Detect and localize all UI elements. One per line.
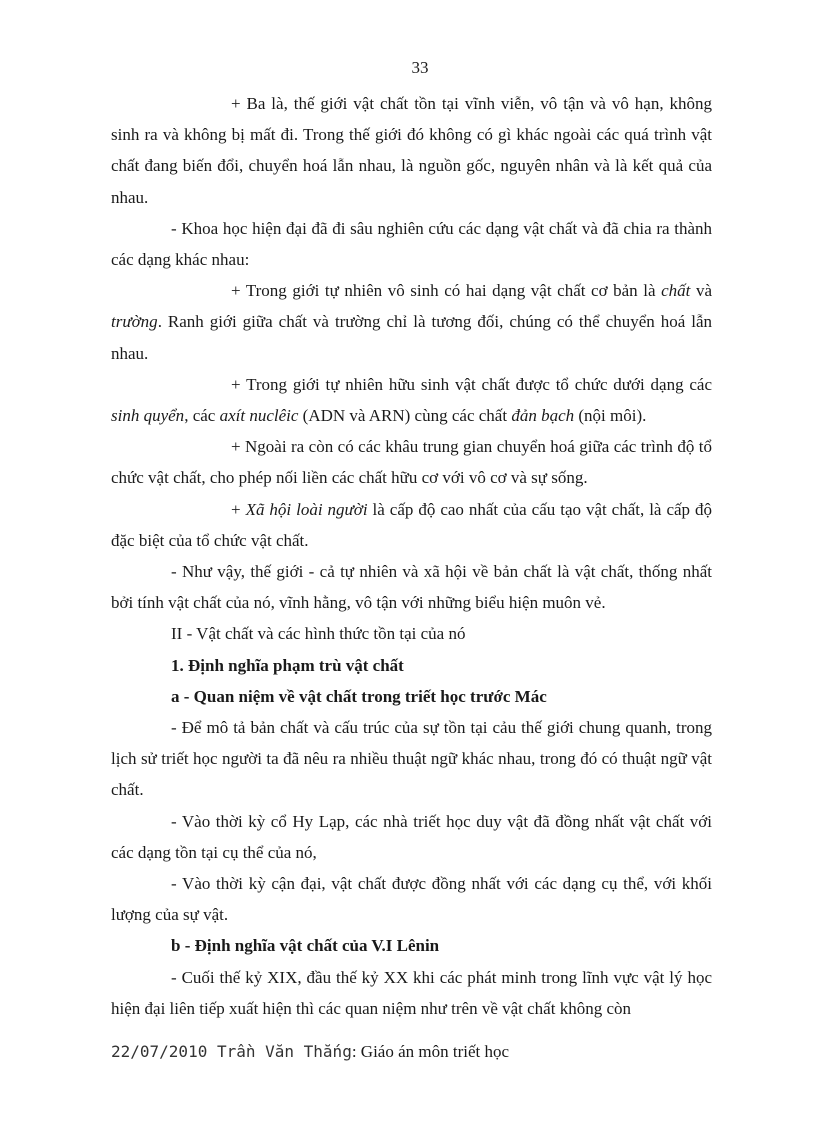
italic-term-truong: trường xyxy=(111,312,158,332)
text-run: . Ranh giới giữa chất và trường chỉ là tương đối, chúng có thể chuyển hoá lẫn nhau. xyxy=(111,312,712,363)
text-run: + Trong giới tự nhiên hữu sinh vật chất được tổ chức dưới dạng các xyxy=(231,374,712,394)
italic-term-sinh-quyen: sinh quyển xyxy=(111,406,185,426)
paragraph-11: - Vào thời kỳ cận đại, vật chất được đồng nhất với các dạng cụ thể, với khối lượng của sự vật. xyxy=(111,874,712,925)
section-heading-ii: II - Vật chất và các hình thức tồn tại của nó xyxy=(171,624,466,644)
italic-term-xa-hoi: Xã hội loài người xyxy=(245,499,368,519)
heading-definition: 1. Định nghĩa phạm trù vật chất xyxy=(171,655,404,675)
paragraph-3 xyxy=(111,275,712,369)
italic-term-dan-bach: đản bạch xyxy=(511,406,575,426)
text-run: + Trong giới tự nhiên vô sinh có hai dạng vật chất cơ bản là xyxy=(231,281,662,301)
text-run: (nội môi). xyxy=(574,406,647,426)
italic-term-chat: chất xyxy=(661,281,691,301)
paragraph-7: - Như vậy, thế giới - cả tự nhiên và xã hội về bản chất là vật chất, thống nhất bởi tính vật chất của nó, vĩnh hằng, vô tận với những biểu hiện muôn vẻ. xyxy=(111,562,712,613)
subheading-b: b - Định nghĩa vật chất của V.I Lênin xyxy=(171,936,440,956)
paragraph-1: + Ba là, thế giới vật chất tồn tại vĩnh viễn, vô tận và vô hạn, không sinh ra và không bị mất đi. Trong thế giới đó không có gì khác ngoài các quá trình vật chất đang biến đổi, chuyển hoá lẫn nhau, là nguồn gốc, nguyên nhân và là kết quả của nhau. xyxy=(111,94,712,207)
paragraph-9: - Để mô tả bản chất và cấu trúc của sự tồn tại cảu thế giới chung quanh, trong lịch sử triết học người ta đã nêu ra nhiều thuật ngữ khác nhau, trong đó có thuật ngữ vật chất. xyxy=(111,718,712,800)
paragraph-5: + Ngoài ra còn có các khâu trung gian chuyển hoá giữa các trình độ tổ chức vật chất, cho phép nối liền các chất hữu cơ với vô cơ và sự sống. xyxy=(111,437,712,488)
subheading-a: a - Quan niệm về vật chất trong triết học trước Mác xyxy=(171,686,547,706)
page-number: 33 xyxy=(411,58,429,77)
paragraph-2: - Khoa học hiện đại đã đi sâu nghiên cứu các dạng vật chất và đã chia ra thành các dạng khác nhau: xyxy=(111,218,712,270)
footer-title: : Giáo án môn triết học xyxy=(351,1042,510,1061)
text-run: + xyxy=(231,499,246,519)
page-footer xyxy=(111,1042,751,1062)
paragraph-4 xyxy=(111,369,712,431)
italic-term-axit-nucleic: axít nuclêic xyxy=(219,406,299,426)
text-run: và xyxy=(690,281,713,301)
text-run: là cấp độ cao nhất của cấu tạo vật chất, là cấp độ đặc biệt của tổ chức vật chất. xyxy=(111,499,713,550)
text-run: , các xyxy=(184,406,220,426)
paragraph-12: - Cuối thế kỷ XIX, đầu thế kỷ XX khi các phát minh trong lĩnh vực vật lý học hiện đại liên tiếp xuất hiện thì các quan niệm như trên về vật chất không còn xyxy=(111,967,712,1018)
text-run: (ADN và ARN) cùng các chất xyxy=(298,406,512,426)
document-body xyxy=(111,88,712,1024)
footer-stamp: 22/07/2010 Trần Văn Thắng xyxy=(111,1042,352,1061)
paragraph-10: - Vào thời kỳ cổ Hy Lạp, các nhà triết học duy vật đã đồng nhất vật chất với các dạng tồn tại cụ thể của nó, xyxy=(111,811,712,862)
paragraph-6 xyxy=(111,494,712,556)
